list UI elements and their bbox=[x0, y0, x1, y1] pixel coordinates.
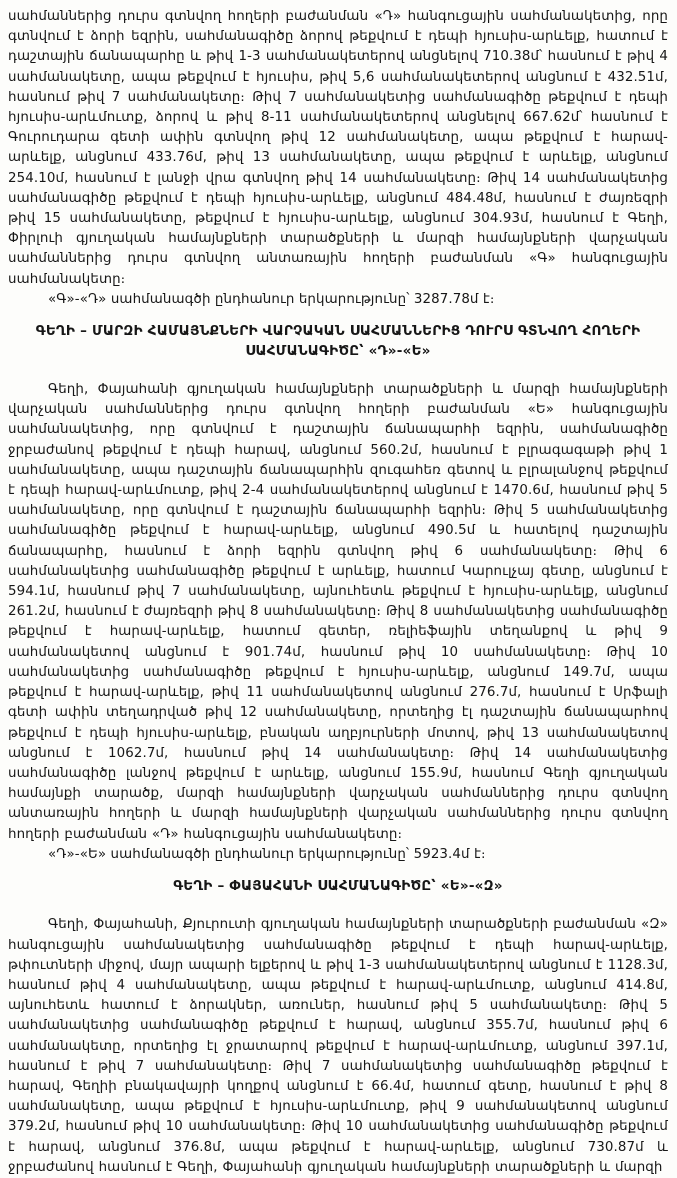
section-heading-ez-line1: ԳԵՂԻ – ՓԱՅԱՀԱՆԻ ՍԱՀՄԱՆԱԳԻԾԸ՝ «Ե»-«Զ» bbox=[173, 877, 503, 894]
paragraph-boundary-ez: Գեղի, Փայահանի, Քյուրուտի գյուղական համայնքների տարածքների բաժանման «Զ» հանգուցային սահմանակետից սահմանագիծը թեքվում է դեպի հարավ-արևելք, թփուտների միջով, մայր ապարի ելքերով և թիվ 1-3 սահմանակետերով անցնում է 1128.3մ, հասնում թիվ 4 սահմանակետը, ապա թեքվում է հարավ-արևմուտք, անցնում 414.8մ, այնուհետև հատում է ձորակներ, առուներ, հասնում թիվ 5 սահմանակետը։ Թիվ 5 սահմանակետից սահմանագիծը թեքվում է հարավ, անցնում 355.7մ, հասնում թիվ 6 սահմանակետը, որտեղից էլ ջրատարով թեքվում է հարավ-արևմուտք, անցնում 397.1մ, հասնում է թիվ 7 սահմանակետը։ Թիվ 7 սահմանակետից սահմանագիծը թեքվում է հարավ, Գեղիի բնակավայրի կողքով անցնում է 66.4մ, հատում գետը, հասնում է թիվ 8 սահմանակետը, ապա թեքվում է հյուսիս-արևմուտք, թիվ 9 սահմանակետով անցնում 379.2մ, հասնում թիվ 10 սահմանակետը։ Թիվ 10 սահմանակետից սահմանագիծը թեքվում է հարավ, անցնում 376.8մ, ապա թեքվում է հարավ-արևելք, անցնում 730.87մ և ջրբաժանով հասնում է Գեղի, Փայահանի գյուղական համայնքների տարածքների և մարզի bbox=[8, 917, 668, 1175]
section-heading-de-line1: ԳԵՂԻ – ՄԱՐԶԻ ՀԱՄԱՅՆՔՆԵՐԻ ՎԱՐՉԱԿԱՆ ՍԱՀՄԱՆՆԵՐԻՑ ԴՈՒՐՍ ԳՏՆՎՈՂ ՀՈՂԵՐԻ bbox=[35, 323, 641, 340]
section-heading-ez bbox=[22, 877, 654, 897]
total-length-gd: «Գ»-«Դ» սահմանագծի ընդհանուր երկարությունը՝ 3287.78մ է։ bbox=[48, 291, 495, 307]
section-heading-de bbox=[22, 322, 654, 361]
paragraph-boundary-gd-continuation: սահմաններից դուրս գտնվող հողերի բաժանման «Դ» հանգուցային սահմանակետից, որը գտնվում է ձորի եզրին, սահմանագիծը ձորով թեքվում է դեպի հյուսիս-արևելք, հատում է դաշտային ճանապարհը և թիվ 1-3 սահմանակետերով անցնելով 710.38մ՝ հասնում է թիվ 4 սահմանակետը, ապա թեքվում է հյուսիս, թիվ 5,6 սահմանակետերով անցնում է 432.51մ, հասնում թիվ 7 սահմանակետը։ Թիվ 7 սահմանակետից սահմանագիծը թեքվում է դեպի հյուսիս-արևմուտք, ձորով և թիվ 8-11 սահմանակետերով անցնելով 667.62մ՝ հասնում է Գուրուդարա գետի ափին գտնվող թիվ 12 սահմանակետը, ապա թեքվում է հարավ-արևելք, անցնում 433.76մ, թիվ 13 սահմանակետը, ապա թեքվում է արևելք, անցնում 254.10մ, հասնում է լանջի վրա գտնվող թիվ 14 սահմանակետը։ Թիվ 14 սահմանակետից սահմանագիծը թեքվում է դեպի հյուսիս-արևելք, անցնում 484.48մ, հասնում է ժայռեզրի թիվ 15 սահմանակետը, թեքվում է հյուսիս-արևելք, անցնում 304.93մ, հասնում է Գեղի, Փիրլուի գյուղական համայնքների տարածքների և մարզի համայնքների վարչական սահմաններից դուրս գտնվող անտառային հողերի բաժանման «Գ» հանգուցային սահմանակետը։ bbox=[8, 9, 668, 287]
section-heading-de-line2: ՍԱՀՄԱՆԱԳԻԾԸ՝ «Դ»-«Ե» bbox=[245, 342, 431, 359]
paragraph-boundary-de: Գեղի, Փայահանի գյուղական համայնքների տարածքների և մարզի համայնքների վարչական սահմաններից դուրս գտնվող հողերի բաժանման «Ե» հանգուցային սահմանակետից, որը գտնվում է դաշտային ճանապարհի եզրին, սահմանագիծը ջրբաժանով թեքվում է դեպի հարավ, անցնում 560.2մ, հասնում է բլրագագաթի թիվ 1 սահմանակետը, ապա դաշտային ճանապարհին զուգահեռ գետով և բլրալանջով թեքվում է դեպի հարավ-արևմուտք, թիվ 2-4 սահմանակետերով անցնում է 1470.6մ, հասնում թիվ 5 սահմանակետը, որը գտնվում է դաշտային ճանապարհի եզրին։ Թիվ 5 սահմանակետից սահմանագիծը թեքվում է հարավ-արևելք, անցնում 490.5մ և հատելով դաշտային ճանապարհը, հասնում է ձորի եզրին գտնվող թիվ 6 սահմանակետը։ Թիվ 6 սահմանակետից սահմանագիծը թեքվում է արևելք, հատում Կարուլչայ գետը, անցնում է 594.1մ, հասնում թիվ 7 սահմանակետը, այնուհետև թեքվում է հյուսիս-արևելք, անցնում 261.2մ, հասնում է ժայռեզրի թիվ 8 սահմանակետը։ Թիվ 8 սահմանակետից սահմանագիծը թեքվում է հարավ-արևելք, հատում գետեր, ռելիեֆային տեղանքով և թիվ 9 սահմանակետով անցնում է 901.74մ, հասնում թիվ 10 սահմանակետը։ Թիվ 10 սահմանակետից սահմանագիծը թեքվում է հյուսիս-արևելք, անցնում 149.7մ, ապա թեքվում է հարավ-արևելք, թիվ 11 սահմանակետով անցնում 276.7մ, հասնում է Սրֆալի գետի ափին տեղադրված թիվ 12 սահմանակետը, որտեղից էլ դաշտային ճանապարհով թեքվում է դեպի հյուսիս-արևելք, բնական աղբյուրների մոտով, թիվ 13 սահմանակետով անցնում է 1062.7մ, հասնում թիվ 14 սահմանակետը։ Թիվ 14 սահմանակետից սահմանագիծը լանջով թեքվում է արևելք, անցնում 155.9մ, հասնում Գեղի գյուղական համայնքի տարածք, մարզի համայնքների վարչական սահմաններից դուրս գտնվող անտառային հողերի և մարզի համայնքների վարչական սահմաններից դուրս գտնվող հողերի բաժանման «Դ» հանգուցային սահմանակետը։ bbox=[8, 382, 668, 842]
total-length-de: «Դ»-«Ե» սահմանագծի ընդհանուր երկարությունը՝ 5923.4մ է։ bbox=[48, 846, 486, 862]
